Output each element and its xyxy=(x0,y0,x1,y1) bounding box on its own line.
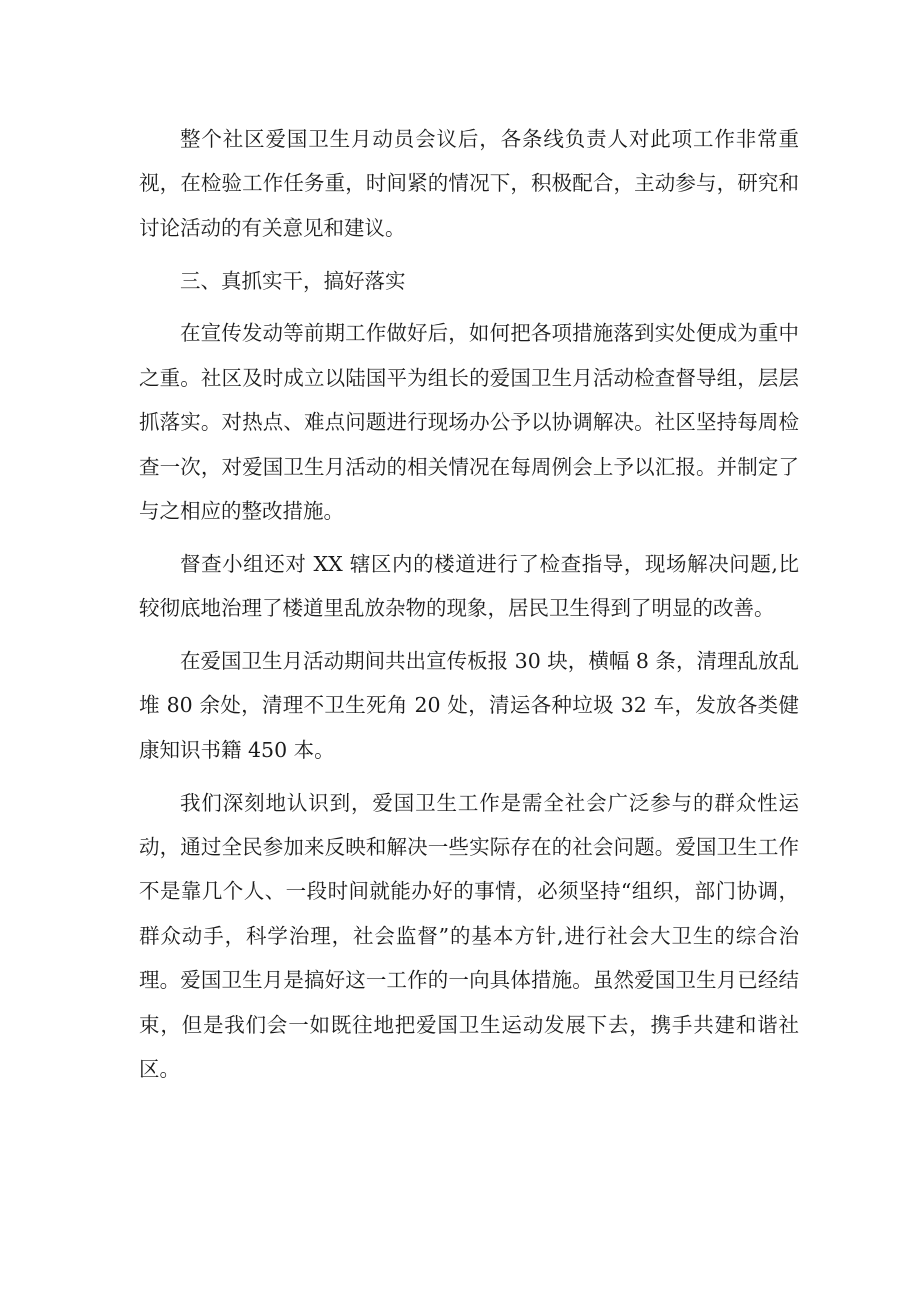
paragraph-inspection-group: 在宣传发动等前期工作做好后，如何把各项措施落到实处便成为重中之重。社区及时成立以陆国平为组长的爱国卫生月活动检查督导组，层层抓落实。对热点、难点问题进行现场办公予以协调解决。社区坚持每周检查一次，对爱国卫生月活动的相关情况在每周例会上予以汇报。并制定了与之相应的整改措施。 xyxy=(139,321,799,524)
document-body xyxy=(139,117,799,1100)
section-heading-implementation: 三、真抓实干，搞好落实 xyxy=(180,268,406,293)
paragraph-activity-statistics: 在爱国卫生月活动期间共出宣传板报 30 块，横幅 8 条，清理乱放乱堆 80 余处，清理不卫生死角 20 处，清运各种垃圾 32 车，发放各类健康知识书籍 450 本。 xyxy=(139,649,799,762)
paragraph-mobilization-meeting: 整个社区爱国卫生月动员会议后，各条线负责人对此项工作非常重视，在检验工作任务重，时间紧的情况下，积极配合，主动参与，研究和讨论活动的有关意见和建议。 xyxy=(139,127,799,240)
paragraph-conclusion: 我们深刻地认识到，爱国卫生工作是需全社会广泛参与的群众性运动，通过全民参加来反映和解决一些实际存在的社会问题。爱国卫生工作不是靠几个人、一段时间就能办好的事情，必须坚持“组织，部门协调，群众动手，科学治理，社会监督”的基本方针,进行社会大卫生的综合治理。爱国卫生月是搞好这一工作的一向具体措施。虽然爱国卫生月已经结束，但是我们会一如既往地把爱国卫生运动发展下去，携手共建和谐社区。 xyxy=(139,790,799,1082)
paragraph-stairway-inspection: 督查小组还对 XX 辖区内的楼道进行了检查指导，现场解决问题,比较彻底地治理了楼道里乱放杂物的现象，居民卫生得到了明显的改善。 xyxy=(139,551,799,621)
